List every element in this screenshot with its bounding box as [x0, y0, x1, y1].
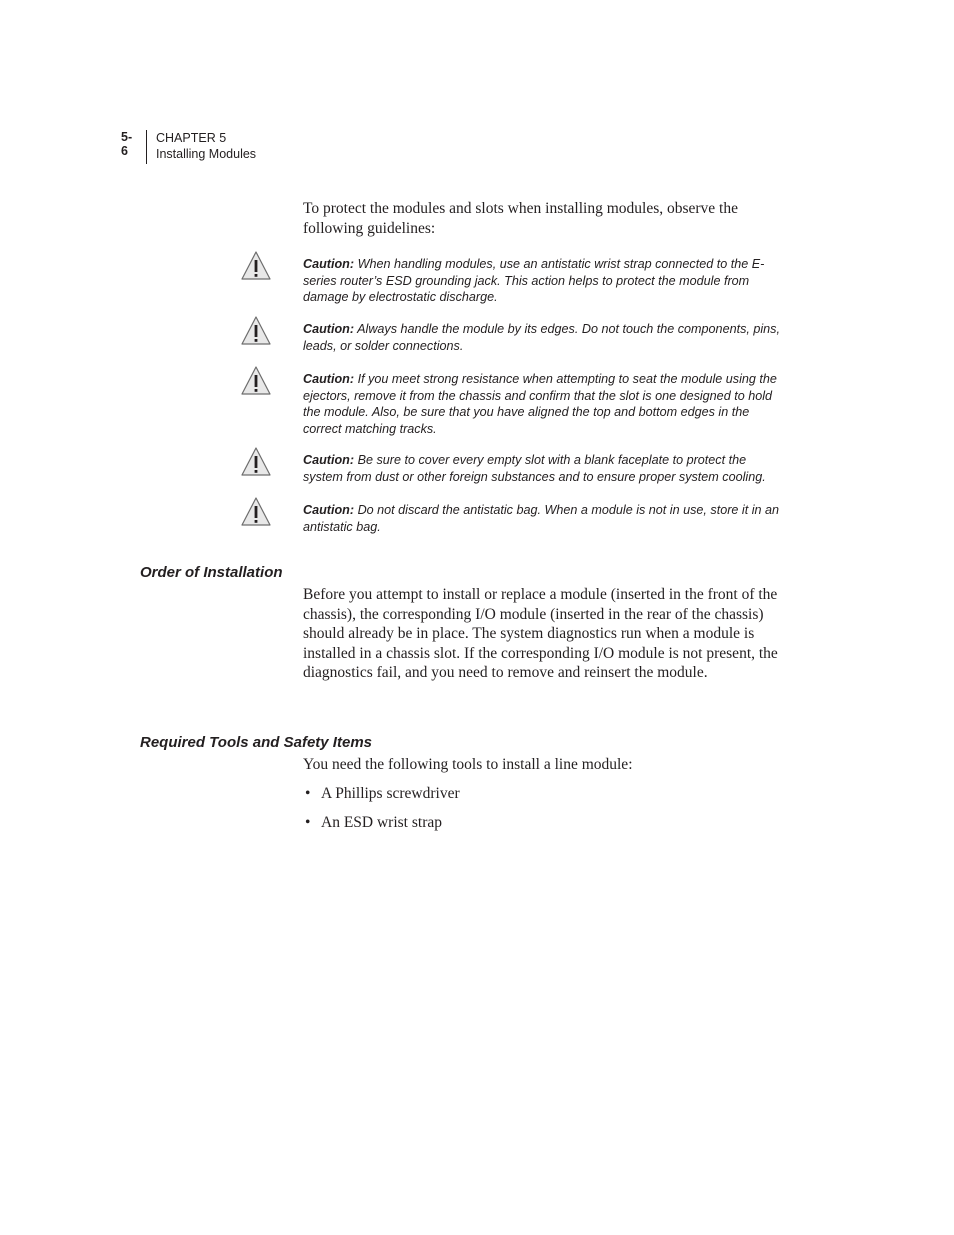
caution-text: Do not discard the antistatic bag. When a module is not in use, store it in an antistatic bag.	[303, 503, 780, 534]
section-label: Installing Modules	[156, 147, 257, 161]
header-divider	[146, 130, 147, 164]
caution-text: If you meet strong resistance when attempting to seat the module using the ejectors, remove it from the chassis and confirm that the slot is one designed to hold the module. Also, be sure that you have aligned the top and bottom edges in the correct matching tracks.	[303, 372, 777, 436]
caution-label: Caution:	[303, 503, 355, 517]
warning-triangle-icon	[240, 315, 272, 347]
intro-paragraph: To protect the modules and slots when installing modules, observe the following guidelines:	[303, 200, 738, 237]
caution-label: Caution:	[303, 372, 355, 386]
bullet-icon: •	[305, 785, 311, 802]
bullet-icon: •	[305, 814, 311, 831]
page-number: 5-6	[121, 130, 133, 158]
warning-triangle-icon	[240, 365, 272, 397]
chapter-label: CHAPTER 5	[156, 131, 227, 145]
caution-label: Caution:	[303, 257, 355, 271]
warning-triangle-icon	[240, 250, 272, 282]
caution-text: Always handle the module by its edges. Do not touch the components, pins, leads, or solder connections.	[303, 322, 780, 353]
warning-triangle-icon	[240, 496, 272, 528]
warning-triangle-icon	[240, 446, 272, 478]
caution-label: Caution:	[303, 453, 355, 467]
section-heading-order: Order of Installation	[140, 564, 283, 581]
caution-text: Be sure to cover every empty slot with a blank faceplate to protect the system from dust or other foreign substances and to ensure proper system cooling.	[303, 453, 766, 484]
list-item: • A Phillips screwdriver	[305, 785, 460, 802]
order-paragraph: Before you attempt to install or replace a module (inserted in the front of the chassis), the corresponding I/O module (inserted in the rear of the chassis) should already be in place. The system diagnostics run when a module is installed in a chassis slot. If the corresponding I/O module is not present, the diagnostics fail, and you need to remove and reinsert the module.	[303, 586, 778, 681]
list-item: • An ESD wrist strap	[305, 814, 442, 831]
caution-label: Caution:	[303, 322, 355, 336]
section-heading-tools: Required Tools and Safety Items	[140, 734, 372, 751]
caution-text: When handling modules, use an antistatic wrist strap connected to the E-series router’s ESD grounding jack. This action helps to protect the module from damage by electrostatic discharge.	[303, 257, 765, 304]
tools-paragraph: You need the following tools to install a line module:	[303, 756, 633, 773]
